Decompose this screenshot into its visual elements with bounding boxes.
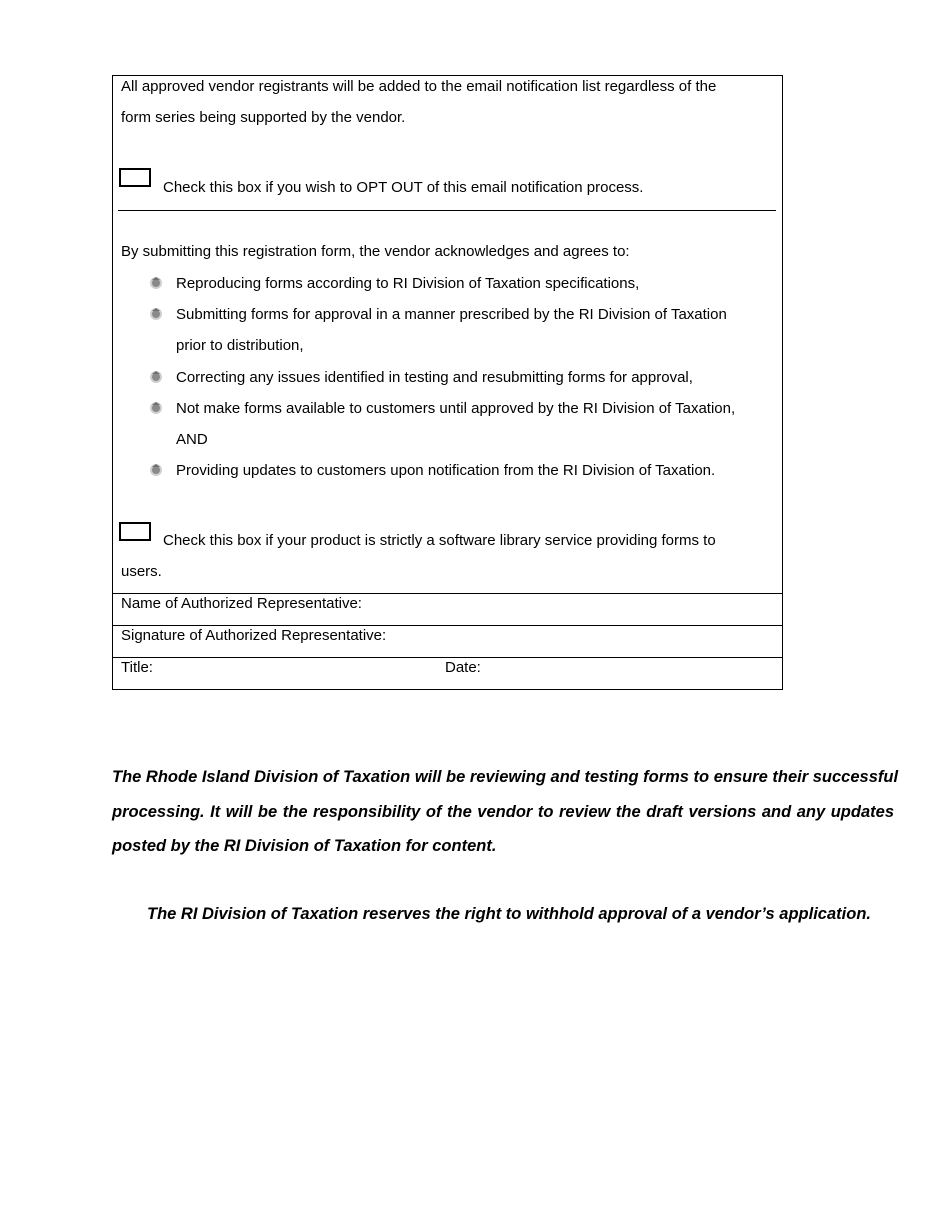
acknowledge-intro: By submitting this registration form, the vendor acknowledges and agrees to: [121,243,630,260]
bullet-item-4-line2: AND [176,431,208,448]
ri-seal-bullet-icon [149,276,163,290]
notice-line1: The Rhode Island Division of Taxation will be reviewing and testing forms to ensure their successful [112,768,899,786]
ri-seal-bullet-icon [149,307,163,321]
opt-out-checkbox[interactable] [119,168,151,187]
section-divider [118,210,776,211]
software-library-label-line1: Check this box if your product is strictly a software library service providing forms to [163,532,716,549]
software-library-label-line2: users. [121,563,162,580]
name-field-label: Name of Authorized Representative: [121,595,362,612]
ri-seal-bullet-icon [149,370,163,384]
bullet-item-2-line2: prior to distribution, [176,337,304,354]
reserve-right-notice: The RI Division of Taxation reserves the right to withhold approval of a vendor’s application. [147,905,871,923]
software-library-checkbox[interactable] [119,522,151,541]
bullet-item-1: Reproducing forms according to RI Division of Taxation specifications, [176,275,640,292]
intro-text-line2: form series being supported by the vendor. [121,109,406,126]
ri-seal-bullet-icon [149,401,163,415]
intro-text-line1: All approved vendor registrants will be added to the email notification list regardless of the [121,78,717,95]
bullet-item-3: Correcting any issues identified in testing and resubmitting forms for approval, [176,369,693,386]
row-divider [112,625,782,626]
row-divider [112,657,782,658]
bullet-item-2-line1: Submitting forms for approval in a manner prescribed by the RI Division of Taxation [176,306,727,323]
bullet-item-4-line1: Not make forms available to customers until approved by the RI Division of Taxation, [176,400,736,417]
row-divider [112,593,782,594]
ri-seal-bullet-icon [149,463,163,477]
notice-line2: processing. It will be the responsibility of the vendor to review the draft versions and any updates [112,803,894,821]
signature-field-label: Signature of Authorized Representative: [121,627,387,644]
title-field-label: Title: [121,659,153,676]
bullet-item-5: Providing updates to customers upon notification from the RI Division of Taxation. [176,462,716,479]
date-field-label: Date: [445,659,481,676]
notice-line3: posted by the RI Division of Taxation for content. [112,837,497,855]
opt-out-label: Check this box if you wish to OPT OUT of this email notification process. [163,179,644,196]
